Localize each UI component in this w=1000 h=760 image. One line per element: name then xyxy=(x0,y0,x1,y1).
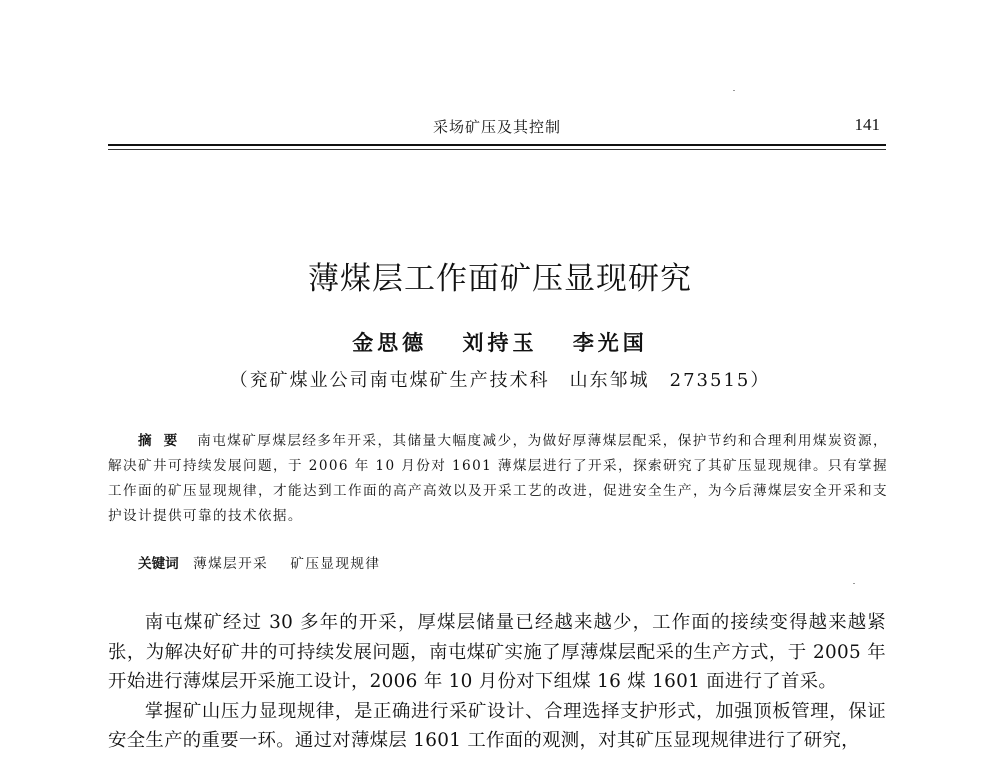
article-title: 薄煤层工作面矿压显现研究 xyxy=(308,261,692,297)
keywords-label: 关键词 xyxy=(138,556,179,572)
author-name: 金思德 xyxy=(352,330,428,355)
abstract-text: 南屯煤矿厚煤层经多年开采，其储量大幅度减少，为做好厚薄煤层配采，保护节约和合理利用煤炭资源，解决矿井可持续发展问题，于 2006 年 10 月份对 1601 薄煤层进行了开采，探索研究了其矿压显现规律。只有掌握工作面的矿压显现规律，才能达到工作面的高产高效以及开采工艺的改进，促进安全生产，为今后薄煤层安全开采和支护设计提供可靠的技术依据。 xyxy=(108,433,888,524)
body-paragraph: 掌握矿山压力显现规律，是正确进行采矿设计、合理选择支护形式，加强顶板管理，保证安全生产的重要一环。通过对薄煤层 1601 工作面的观测，对其矿压显现规律进行了研究， xyxy=(108,700,886,751)
author-list xyxy=(0,327,1000,357)
keywords xyxy=(138,552,398,572)
page-number: 141 xyxy=(854,115,880,134)
body-paragraph: 南屯煤矿经过 30 多年的开采，厚煤层储量已经越来越少，工作面的接续变得越来越紧张，为解决好矿井的可持续发展问题，南屯煤矿实施了厚薄煤层配采的生产方式，于 2005 年开始进行薄煤层开采施工设计，2006 年 10 月份对下组煤 16 煤 1601 面进行了首采。 xyxy=(108,612,886,692)
scan-speck xyxy=(853,583,855,584)
abstract xyxy=(108,429,888,529)
affiliation: （兖矿煤业公司南屯煤矿生产技术科 山东邹城 273515） xyxy=(229,370,771,391)
keyword: 薄煤层开采 xyxy=(193,556,269,572)
body-text xyxy=(108,608,886,756)
scan-speck xyxy=(733,90,735,91)
keyword: 矿压显现规律 xyxy=(290,556,381,572)
author-name: 刘持玉 xyxy=(462,330,538,355)
header-rule-thick xyxy=(108,144,886,146)
abstract-label: 摘要 xyxy=(138,433,190,449)
author-name: 李光国 xyxy=(572,330,648,355)
running-title: 采场矿压及其控制 xyxy=(432,118,561,136)
header-rule-thin xyxy=(108,149,886,150)
running-header xyxy=(108,112,886,142)
